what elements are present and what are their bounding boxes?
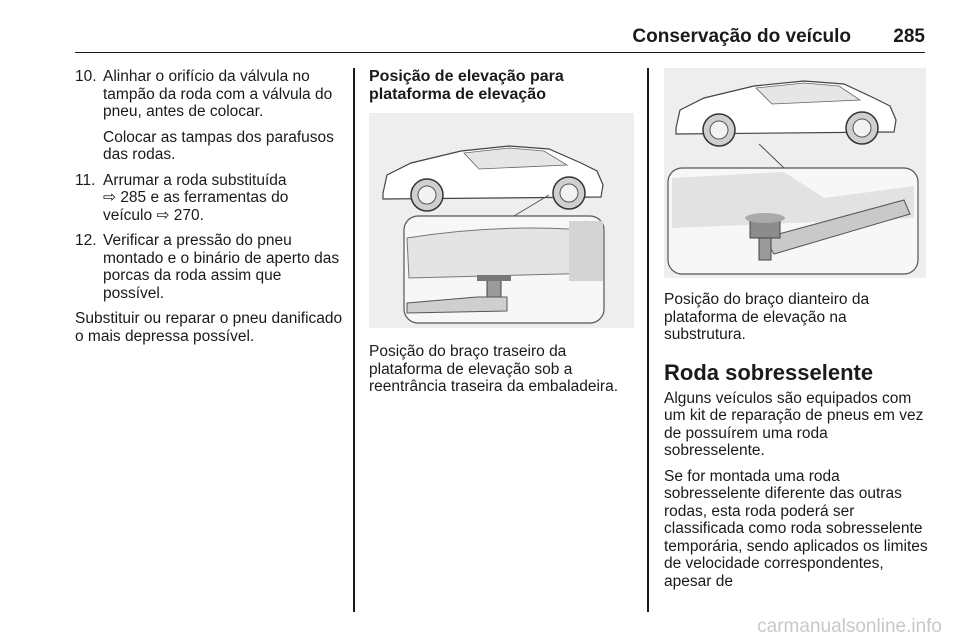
list-item	[75, 68, 343, 164]
column-divider	[647, 68, 649, 612]
column-1	[75, 68, 343, 353]
column-3	[664, 291, 928, 598]
page-ref-arrow-icon: ⇨	[156, 206, 170, 224]
item-text: Verificar a pressão do pneu montado e o binário de aperto das porcas da roda assim que possível.	[103, 232, 340, 302]
column-divider	[353, 68, 355, 612]
page-ref-arrow-icon: ⇨	[103, 189, 116, 206]
caption-text: Posição do braço dianteiro da plataforma de elevação na substrutura.	[664, 291, 870, 343]
column-2	[369, 68, 634, 117]
page-header	[75, 22, 925, 53]
rear-lift-point-figure	[369, 113, 634, 328]
caption-text: Posição do braço traseiro da plataforma de elevação sob a reentrância traseira da embaladeira.	[369, 343, 618, 395]
item-number: 11.	[75, 171, 96, 189]
item-text: Arrumar a roda substituída ⇨ 285 e as ferramentas do veículo ⇨ 270.	[103, 171, 289, 224]
item-number: 10.	[75, 68, 97, 85]
item-text: Alinhar o orifício da válvula no tampão da roda com a válvula do pneu, antes de colocar.	[103, 68, 333, 120]
rear-figure-caption	[369, 343, 639, 404]
page-number: 285	[893, 26, 925, 47]
closing-text: Substituir ou reparar o pneu danificado o mais depressa possível.	[75, 310, 343, 345]
front-lift-point-figure	[664, 68, 926, 278]
list-item	[75, 232, 343, 302]
item-number: 12.	[75, 232, 97, 249]
page-ref-link[interactable]: 270.	[173, 206, 204, 224]
paragraph: Alguns veículos são equipados com um kit de reparação de pneus em vez de possuírem uma roda sobresselente.	[664, 389, 924, 459]
list-item	[75, 172, 343, 225]
watermark: carmanualsonline.info	[757, 616, 942, 637]
subheading: Posição de elevação para plataforma de elevação	[369, 68, 564, 103]
section-title: Conservação do veículo	[632, 26, 851, 47]
section-heading: Roda sobresselente	[664, 359, 874, 385]
page-ref-link[interactable]: 285	[120, 189, 147, 206]
paragraph: Se for montada uma roda sobresselente diferente das outras rodas, esta roda poderá ser classificada como roda sobresselente temporária, sendo aplicados os limites de velocidade correspondentes, apesar de	[664, 467, 928, 590]
item-text: Colocar as tampas dos parafusos das rodas.	[103, 128, 334, 163]
